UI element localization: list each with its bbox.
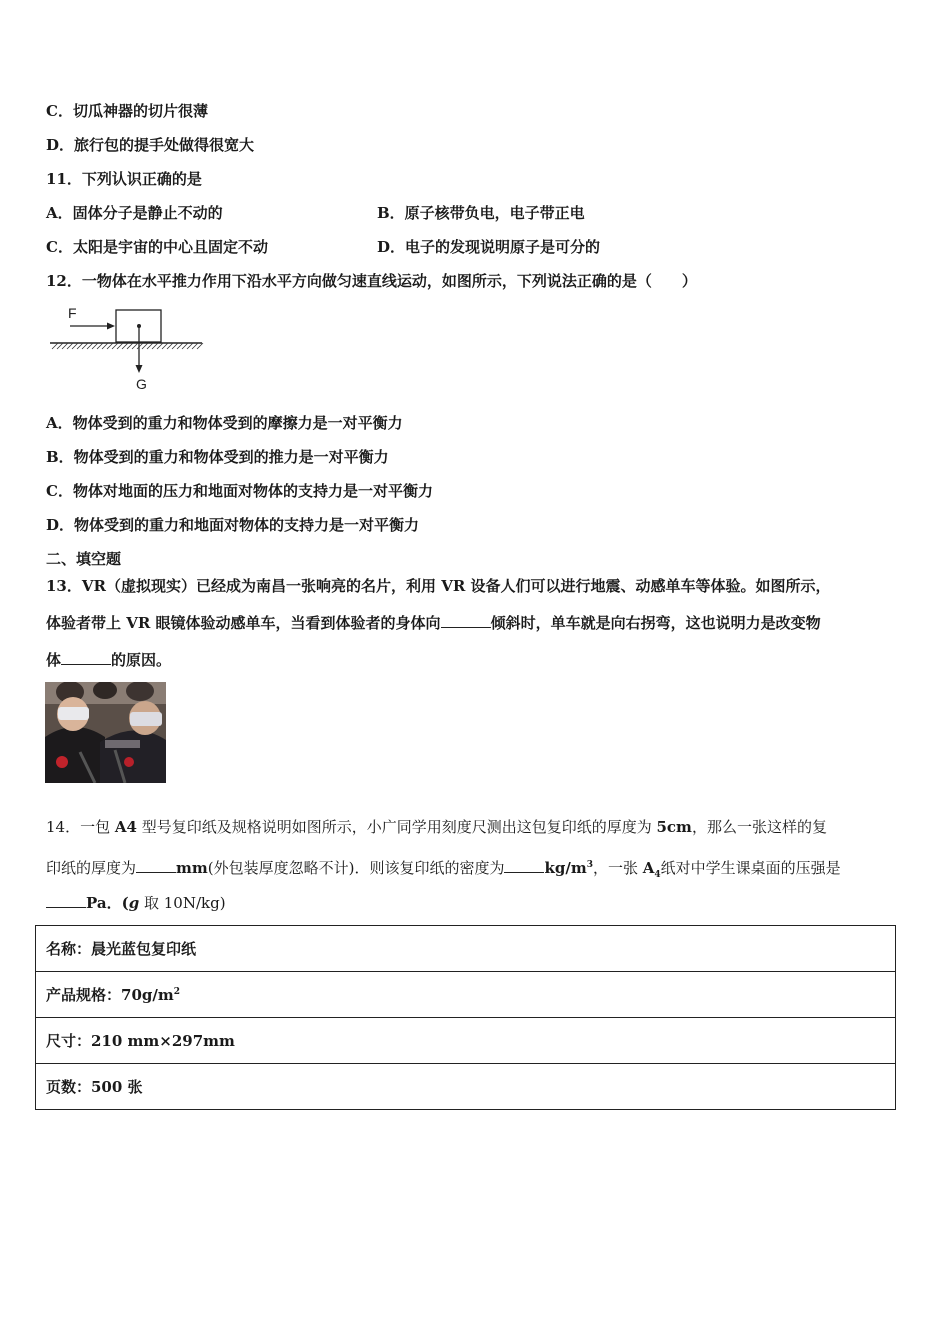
- q12-option-c: C．物体对地面的压力和地面对物体的支持力是一对平衡力: [46, 482, 433, 500]
- spec-name: 名称：晨光蓝包复印纸: [36, 926, 896, 972]
- q12-stem: 12．一物体在水平推力作用下沿水平方向做匀速直线运动，如图所示，下列说法正确的是（ ）: [46, 272, 697, 290]
- spec-size: 尺寸：210 mm×297mm: [36, 1018, 896, 1064]
- table-row: [36, 972, 896, 1018]
- q14-text: 型号复印纸及规格说明如图所示，小广同学用刻度尺测出这包复印纸的厚度为: [136, 818, 657, 836]
- q14-text: A4: [114, 818, 137, 836]
- q11-option-c: C．太阳是宇宙的中心且固定不动: [46, 238, 268, 256]
- q14-blank-1[interactable]: [136, 858, 176, 873]
- q13-blank-2[interactable]: [61, 650, 111, 665]
- q14-line-3: [46, 893, 226, 913]
- spec-specification: 产品规格：$70g/m^2$: [36, 972, 896, 1018]
- q13-line-3: [46, 650, 171, 670]
- q13-text: 的原因。: [111, 651, 172, 669]
- q13-text: 体: [46, 651, 62, 669]
- q11-option-a: A．固体分子是静止不动的: [46, 204, 223, 222]
- q14-text: 14．一包: [46, 818, 115, 836]
- q13-text: 体验者带上 VR 眼镜体验动感单车，当看到体验者的身体向: [46, 614, 441, 632]
- q14-text: 取 10N/kg): [139, 894, 226, 912]
- spec-pages: 页数：500 张: [36, 1064, 896, 1110]
- q14-text: 纸对中学生课桌面的压强是: [660, 859, 841, 877]
- q14-blank-3[interactable]: [46, 893, 86, 908]
- q13-text: 倾斜时，单车就是向右拐弯，这也说明力是改变物: [490, 614, 821, 632]
- q10-option-c: C．切瓜神器的切片很薄: [46, 102, 208, 120]
- q14-line-1: [46, 817, 827, 837]
- force-diagram: [48, 305, 208, 395]
- force-arrowhead: [107, 323, 115, 330]
- q14-text: $A_4$: [642, 859, 661, 880]
- q14-line-2: [46, 855, 841, 885]
- gravity-arrowhead: [136, 365, 143, 373]
- q12-option-a: A．物体受到的重力和物体受到的摩擦力是一对平衡力: [46, 414, 403, 432]
- q14-text: $kg/m^3$: [544, 859, 593, 877]
- table-row: [36, 1064, 896, 1110]
- table-row: [36, 926, 896, 972]
- q12-option-d: D．物体受到的重力和地面对物体的支持力是一对平衡力: [46, 516, 420, 534]
- q14-text: (外包装厚度忽略不计)．则该复印纸的密度为: [207, 859, 505, 877]
- section-title: 二、填空题: [46, 550, 122, 568]
- q10-option-d: D．旅行包的提手处做得很宽大: [46, 136, 255, 154]
- q14-text: g: [128, 894, 140, 912]
- q14-text: ．(: [106, 894, 129, 912]
- q11-stem: 11．下列认识正确的是: [46, 170, 202, 188]
- q11-option-b: B．原子核带负电，电子带正电: [377, 204, 585, 222]
- q14-text: ，一张: [592, 859, 643, 877]
- vr-photo: [45, 682, 166, 783]
- ground-hatch: [52, 343, 203, 349]
- q11-option-d: D．电子的发现说明原子是可分的: [377, 238, 601, 256]
- q14-blank-2[interactable]: [504, 858, 544, 873]
- force-label: F: [68, 305, 77, 321]
- spec-table: [35, 925, 896, 1110]
- q14-text: mm: [176, 859, 208, 877]
- q13-line-1: 13．VR（虚拟现实）已经成为南昌一张响亮的名片，利用 VR 设备人们可以进行地震、动感单车等体验。如图所示，: [46, 577, 831, 595]
- q14-text: 印纸的厚度为: [46, 859, 137, 877]
- q12-option-b: B．物体受到的重力和物体受到的推力是一对平衡力: [46, 448, 389, 466]
- red-flower: [56, 756, 68, 768]
- q14-text: ，那么一张这样的复: [691, 818, 827, 836]
- table-row: [36, 1018, 896, 1064]
- q14-text: 5cm: [656, 818, 692, 836]
- gravity-label: G: [136, 376, 147, 392]
- q13-line-2: [46, 613, 821, 633]
- q13-blank-1[interactable]: [441, 613, 491, 628]
- q14-text: Pa: [86, 894, 107, 912]
